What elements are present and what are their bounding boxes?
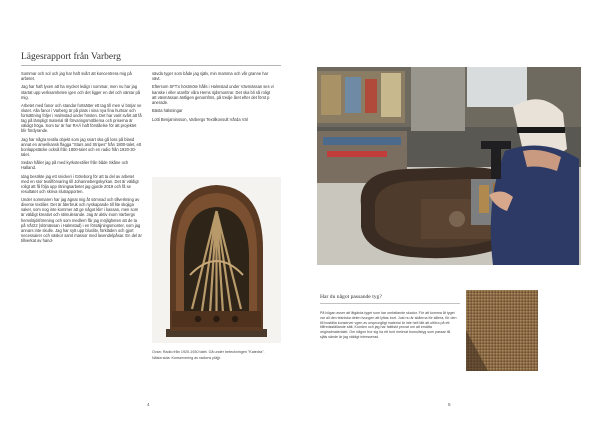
- caption-line: Ovan: Radio från 1920-1930 talet. Gå under beteckningen "Katedra".: [152, 350, 265, 354]
- paragraph: Idag besökte jag ett snickeri i Göteborg för att ta del av arbetet med en stor textilförvaring till Johannebergskyrkan. Det är väldigt roligt att få följa upp ritningsarbetet jag gjorde 2019 och få se resultatet och skriva slutrapporten.: [21, 173, 139, 194]
- paragraph: sävda tyger som både jag själv, min mamma och vår granne har vävt.: [152, 71, 269, 82]
- page-title: Lägesrapport från Varberg: [21, 52, 121, 62]
- article-column-2: [152, 71, 274, 125]
- paragraph: Sommar och sol och jag har haft svårt att koncentrera mig på arbetet.: [21, 71, 132, 82]
- paragraph: Sedan håller jag på med kyrkotextilier från både Skåne och Halland.: [21, 160, 129, 171]
- page-number-right: 5: [448, 402, 451, 407]
- greeting: Bästa hälsningar: [152, 108, 183, 114]
- title-rule: [21, 65, 281, 66]
- paragraph: Under sommaren har jag ägnat mig åt sömnad och tillverkning av diverse textilier. Det är återbruk och nyskapande till lite skojiga saker, som nog inte kommer att ge något klirr i kassan, men som är väldigt kreativt och stimulerande. Jag är aktiv inom Varbergs hemslöjdsförening och som medlem får jag möjligheten att de ta på Vår22 (slömässan i Halmstad) i en försäljningsmonter, som jag annars inte skulle. Jag har sytt upp bluslitv, förkläden och gjort necessairer och väskor samt massor med lavendelpåsar. En del är tillverkat av hand-: [21, 197, 142, 243]
- paragraph: Jag har haft lyxen att ha mycket ledigt i sommar, men nu har jag startat upp verksamheten igen och det ligger en del och väntar på mig.: [21, 84, 141, 100]
- paragraph: Arbetet med fanor och standar fortsätter ett tag till men vi börjar se slutet. Alla fanor i Varberg är på plats i sina nya fina hurtsar och fortsättning följer i Halmstad under hösten. Det har varit svårt att få tag på lämpligt material till förvaringsmöblema och priserna är väldigt höga. Som tur är har RAÄ haft förståelse för att projektet blir fördyrande.: [21, 103, 142, 134]
- article-column-1: [21, 71, 142, 246]
- infobox-text: På högan avser att åtgärda tyget som har omfattande skador. För att komma åt tyget var all den tekniska delen tvungen att lyftas bort. Just nu är skåerna för alliera, för den till boställa konserver vgen av ursprungligt material är inte helt lätt att utföra på ett tillfredsställande sätt. Kunden och jag har faktiskt provat om att ersätta originalmaterialet. Om någon tror sig ha ett tunt melerat bomullstyg som passar till själs sände är jag väldigt intresserad.: [320, 310, 457, 340]
- paragraph: Eftersom SFT:s höstmöte hålls i Halmstad under Vävmässan ses vi kanske i eller utanför våra Hems öjdsmontrar. Det ska bli så roligt att vävmässan äntligen genomförs, på tredje året efter det först p anerade.: [152, 84, 274, 105]
- infobox-rule: [320, 303, 460, 304]
- radio-photo: [152, 177, 281, 343]
- radio-caption: [152, 350, 282, 362]
- conservation-photo: [317, 67, 581, 265]
- signature: Lotti Benjaminsson, Varbergs Textilkonsult Vårda Väl: [152, 116, 248, 122]
- paragraph: Jag har några textila objekt som jag snart ska gå loss på bland annat en amerikansk flagga "Stars and Stripes" från 1800-talet, ett bonlappstäcke också från 1800-talet och en radio från 1920-30-talet.: [21, 136, 142, 157]
- fabric-photo: [466, 290, 538, 371]
- page-number-left: 4: [147, 402, 150, 407]
- caption-line: Nästa sida: Konservering av radions pläjjr.: [152, 356, 221, 361]
- infobox-title: Har du något passande tyg?: [320, 294, 382, 300]
